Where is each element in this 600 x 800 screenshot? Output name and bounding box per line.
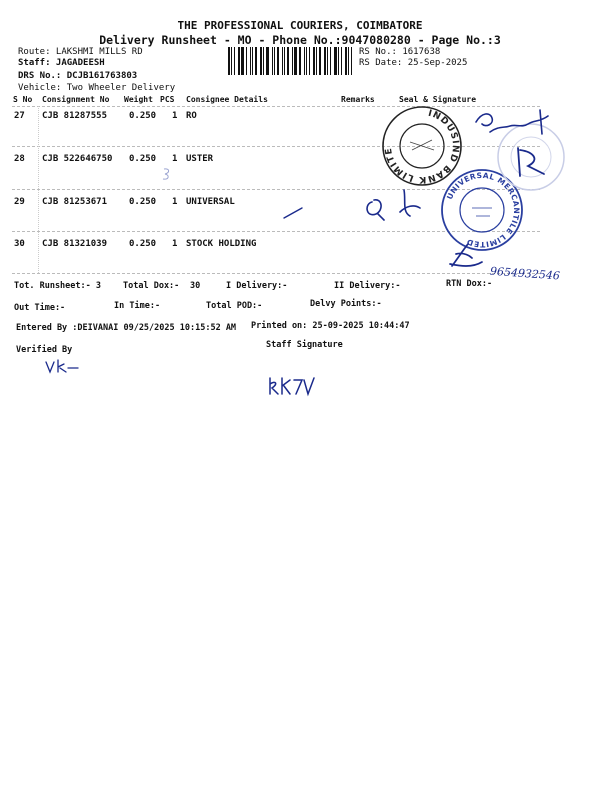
rs-date: RS Date: 25-Sep-2025 <box>359 58 468 68</box>
barcode-bar <box>316 47 317 75</box>
barcode-bar <box>274 47 275 75</box>
bank-stamp-text: INDUSIND BANK LIMITED COIMBATORE BRANCH <box>375 97 461 185</box>
barcode-bar <box>252 47 253 75</box>
col-header-weight: Weight <box>124 95 153 104</box>
col-header-seal: Seal & Signature <box>399 95 477 104</box>
total-dox-value: 30 <box>190 281 201 291</box>
signature-row-29 <box>362 186 428 232</box>
barcode-bar <box>306 47 307 75</box>
entered-by: Entered By :DEIVANAI 09/25/2025 10:15:52 AM <box>16 323 237 333</box>
row-pcs: 1 <box>172 197 178 207</box>
in-time-label: In Time:- <box>114 301 161 311</box>
row-weight: 0.250 <box>129 154 157 164</box>
barcode-bar <box>294 47 297 75</box>
barcode-bar <box>282 47 283 75</box>
row-sno: 28 <box>14 154 25 164</box>
col-header-pcs: PCS <box>160 95 175 104</box>
row-pcs: 1 <box>172 111 178 121</box>
universal-stamp-text: UNIVERSAL MERCANTILE LIMITED <box>445 170 522 250</box>
barcode-bar <box>255 47 257 75</box>
row-sno: 27 <box>14 111 25 121</box>
barcode-bar <box>351 47 352 75</box>
drs-number: DRS No.: DCJB161763803 <box>18 71 138 81</box>
barcode-bar <box>241 47 244 75</box>
row-sno: 29 <box>14 197 25 207</box>
barcode-bar <box>348 47 349 75</box>
column-divider <box>38 106 39 273</box>
row-weight: 0.250 <box>129 197 157 207</box>
row-sno: 30 <box>14 239 25 249</box>
verified-by-label: Verified By <box>16 345 73 355</box>
barcode <box>228 47 356 75</box>
barcode-bar <box>324 47 326 75</box>
signature-row-28 <box>510 142 550 182</box>
row-consignment-no: CJB 81321039 <box>42 239 108 249</box>
tick-mark-icon <box>282 206 304 220</box>
row-consignment-no: CJB 522646750 <box>42 154 113 164</box>
col-header-consignee: Consignee Details <box>186 95 268 104</box>
col-header-remarks: Remarks <box>341 95 375 104</box>
row-consignee: USTER <box>186 154 214 164</box>
col-header-sno: S No <box>13 95 33 104</box>
barcode-bar <box>309 47 310 75</box>
signature-row-27 <box>470 104 560 144</box>
delvy-points-label: Delvy Points:- <box>310 299 382 309</box>
barcode-bar <box>327 47 328 75</box>
pencil-mark <box>160 166 174 182</box>
vehicle-label: Vehicle: Two Wheeler Delivery <box>18 83 176 93</box>
row-weight: 0.250 <box>129 111 157 121</box>
barcode-bar <box>341 47 342 75</box>
row-consignment-no: CJB 81287555 <box>42 111 108 121</box>
verifier-initials <box>44 358 84 376</box>
barcode-bar <box>313 47 315 75</box>
barcode-bar <box>234 47 235 75</box>
signature-row-30 <box>446 240 486 272</box>
company-title: THE PROFESSIONAL COURIERS, COIMBATORE <box>177 19 423 32</box>
barcode-bar <box>263 47 264 75</box>
barcode-bar <box>338 47 339 75</box>
row-pcs: 1 <box>172 154 178 164</box>
tot-runsheet: Tot. Runsheet:- 3 <box>14 281 101 291</box>
barcode-bar <box>277 47 279 75</box>
barcode-bar <box>345 47 347 75</box>
barcode-bar <box>231 47 232 75</box>
barcode-bar <box>292 47 293 75</box>
barcode-bar <box>284 47 285 75</box>
table-bottom-divider <box>12 273 540 274</box>
phone-note-text: 9654932546 <box>489 264 561 283</box>
rs-number: RS No.: 1617638 <box>359 47 441 57</box>
barcode-bar <box>238 47 240 75</box>
barcode-bar <box>250 47 251 75</box>
total-pod-label: Total POD:- <box>206 301 263 311</box>
barcode-bar <box>272 47 273 75</box>
barcode-bar <box>266 47 269 75</box>
runsheet-subtitle: Delivery Runsheet - MO - Phone No.:9047080280 - Page No.:3 <box>99 33 501 47</box>
row-consignment-no: CJB 81253671 <box>42 197 108 207</box>
row-weight: 0.250 <box>129 239 157 249</box>
total-dox-label: Total Dox:- <box>123 281 180 291</box>
rtn-dox-label: RTN Dox:- <box>446 279 493 289</box>
row-pcs: 1 <box>172 239 178 249</box>
barcode-bar <box>319 47 321 75</box>
row-consignee: STOCK HOLDING <box>186 239 257 249</box>
row-consignee: RO <box>186 111 197 121</box>
staff-label: Staff: JAGADEESH <box>18 58 105 68</box>
printed-on: Printed on: 25-09-2025 10:44:47 <box>251 321 410 331</box>
staff-signature-label: Staff Signature <box>266 340 343 350</box>
barcode-bar <box>246 47 247 75</box>
barcode-bar <box>299 47 301 75</box>
barcode-bar <box>228 47 230 75</box>
col-header-consignment: Consignment No <box>42 95 110 104</box>
barcode-bar <box>260 47 262 75</box>
ii-delivery-label: II Delivery:- <box>334 281 401 291</box>
handwritten-phone-note <box>488 258 588 288</box>
barcode-bar <box>287 47 289 75</box>
row-consignee: UNIVERSAL <box>186 197 235 207</box>
barcode-bar <box>330 47 331 75</box>
route-label: Route: LAKSHMI MILLS RD <box>18 47 143 57</box>
barcode-bar <box>334 47 337 75</box>
out-time-label: Out Time:- <box>14 303 66 313</box>
barcode-bar <box>304 47 305 75</box>
staff-signature-mark <box>266 372 320 398</box>
i-delivery-label: I Delivery:- <box>226 281 288 291</box>
